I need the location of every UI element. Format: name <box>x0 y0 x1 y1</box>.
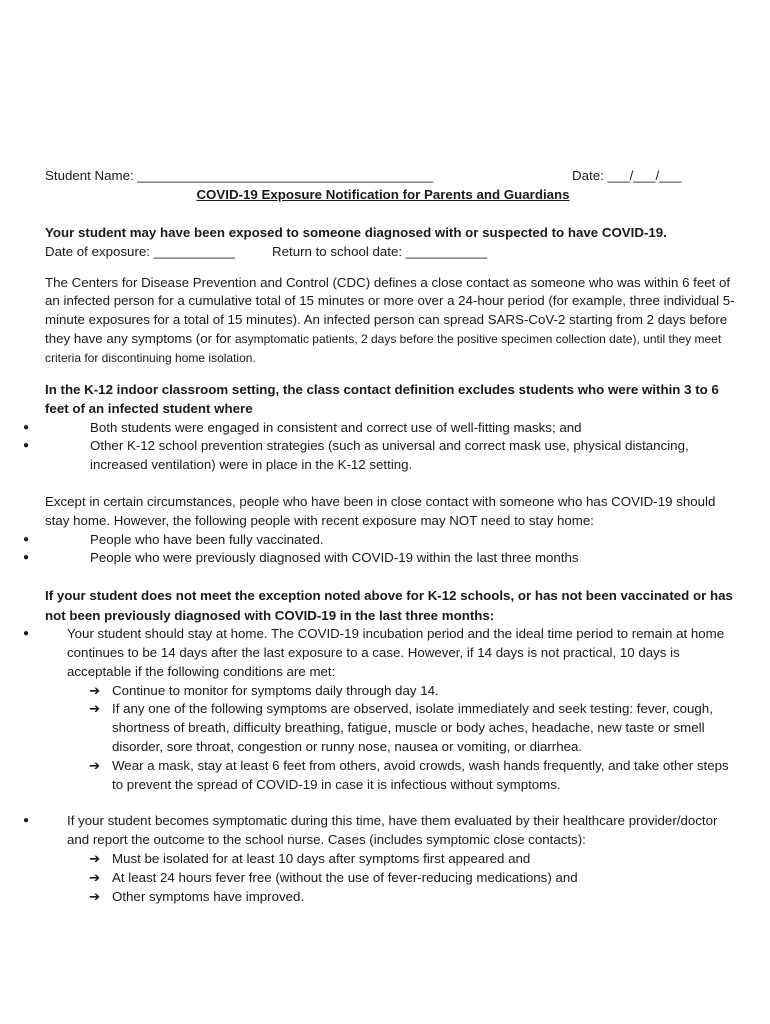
case-rule-item: ➔ Must be isolated for at least 10 days after symptoms first appeared and <box>67 850 735 869</box>
not-exempt-heading: If your student does not meet the exception noted above for K-12 schools, or has not been vaccinated or has not been previously diagnosed with COVID-19 in the last three months: <box>45 588 733 623</box>
classroom-section <box>45 380 735 475</box>
arrow-right-icon: ➔ <box>89 888 101 904</box>
arrow-right-icon: ➔ <box>89 701 101 717</box>
header-row <box>45 167 735 186</box>
arrow-right-icon: ➔ <box>89 682 101 698</box>
not-exempt-section <box>45 586 735 906</box>
date-of-exposure-field[interactable]: Date of exposure: ___________ <box>45 243 236 259</box>
arrow-right-icon: ➔ <box>89 757 101 773</box>
case-rule-item: ➔ Other symptoms have improved. <box>67 888 735 907</box>
list-item: ● Other K-12 school prevention strategies (such as universal and correct mask use, physical distancing, increased ventilation) were in place in the K-12 setting. <box>45 437 735 475</box>
list-item: ● People who have been fully vaccinated. <box>45 531 735 550</box>
date-field[interactable]: Date: ___/___/___ <box>572 168 682 183</box>
not-exempt-list <box>45 625 735 906</box>
document-page <box>45 167 735 906</box>
exceptions-list <box>45 531 735 569</box>
cdc-definition-small: asymptomatic patients, 2 days before the positive specimen collection date), until they meet criteria for discontinuing home isolation. <box>45 331 722 365</box>
condition-item: ➔ Continue to monitor for symptoms daily through day 14. <box>67 682 735 701</box>
cdc-definition-paragraph <box>45 274 735 368</box>
exposure-alert: Your student may have been exposed to someone diagnosed with or suspected to have COVID-19. <box>45 225 667 240</box>
list-item <box>45 812 735 906</box>
document-title: COVID-19 Exposure Notification for Parents and Guardians <box>196 187 570 202</box>
classroom-list <box>45 419 735 475</box>
list-item <box>45 625 735 794</box>
list-item: ● Both students were engaged in consistent and correct use of well-fitting masks; and <box>45 419 735 438</box>
stay-home-text: ● Your student should stay at home. The COVID-19 incubation period and the ideal time period to remain at home continues to be 14 days after the last exposure to a case. However, if 14 days is not practical, 10 days is acceptable if the following conditions are met: <box>67 626 725 679</box>
symptomatic-text: ● If your student becomes symptomatic during this time, have them evaluated by their healthcare provider/doctor and report the outcome to the school nurse. Cases (includes symptomic close contacts): <box>67 813 718 848</box>
date-fields <box>45 243 735 262</box>
arrow-right-icon: ➔ <box>89 850 101 866</box>
exceptions-paragraph: Except in certain circumstances, people who have been in close contact with someone who has COVID-19 should stay home. However, the following people with recent exposure may NOT need to stay home: <box>45 493 716 528</box>
exceptions-section <box>45 493 735 568</box>
condition-item: ➔ Wear a mask, stay at least 6 feet from others, avoid crowds, wash hands frequently, and take other steps to prevent the spread of COVID-19 in case it is infectious without symptoms. <box>89 757 729 792</box>
cdc-definition-main: The Centers for Disease Prevention and Control (CDC) defines a close contact as someone who was within 6 feet of an infected person for a cumulative total of 15 minutes or more over a 24-hour period (for example, three individual 5-minute exposures for a total of 15 minutes). An infected person can spread SARS-CoV-2 starting from 2 days before they have any symptoms (or for <box>45 274 735 346</box>
case-rule-item: ➔ At least 24 hours fever free (without the use of fever-reducing medications) and <box>67 869 735 888</box>
return-date-field[interactable]: Return to school date: ___________ <box>272 243 488 259</box>
list-item: ● People who were previously diagnosed with COVID-19 within the last three months <box>45 549 735 568</box>
student-name-field[interactable]: Student Name: ________________________________________ <box>45 168 434 183</box>
condition-item: ➔ If any one of the following symptoms are observed, isolate immediately and seek testing: fever, cough, shortness of breath, difficulty breathing, fatigue, muscle or body aches, headache, new taste or smell disorder, sore throat, congestion or runny nose, nausea or vomiting, or diarrhea. <box>89 701 713 754</box>
arrow-right-icon: ➔ <box>89 869 101 885</box>
classroom-heading: In the K-12 indoor classroom setting, the class contact definition excludes students who were within 3 to 6 feet of an infected student where <box>45 381 719 417</box>
